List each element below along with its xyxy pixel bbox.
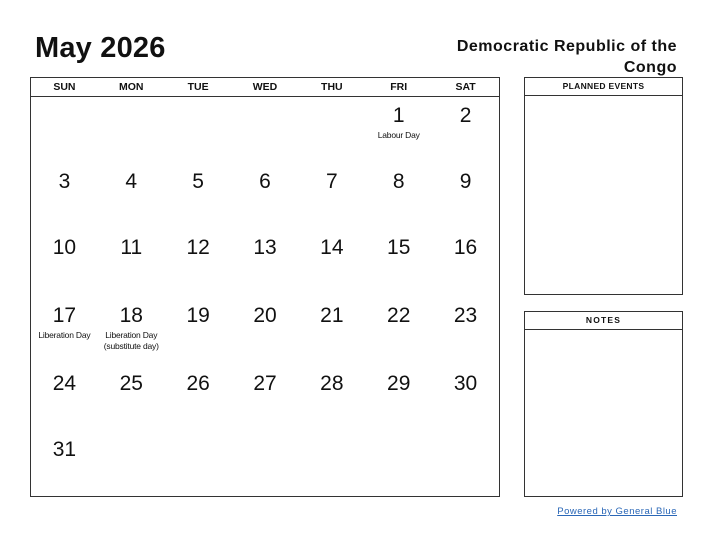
- day-number: 31: [52, 438, 77, 461]
- day-number: 7: [326, 170, 338, 193]
- day-number: 1: [392, 104, 405, 127]
- weekday-label: SUN: [53, 81, 76, 93]
- weekday-label: MON: [119, 81, 144, 93]
- weekday-label: FRI: [390, 81, 408, 93]
- day-number: 8: [392, 170, 405, 193]
- day-number: 10: [52, 236, 77, 259]
- day-cell[interactable]: [432, 431, 499, 497]
- day-cell[interactable]: [298, 365, 365, 431]
- planned-events-title: PLANNED EVENTS: [525, 78, 682, 96]
- day-cell[interactable]: [365, 297, 432, 365]
- day-number: 13: [253, 236, 277, 259]
- day-cell[interactable]: [298, 163, 365, 229]
- weekday-label: TUE: [187, 81, 209, 93]
- calendar-days: [31, 97, 499, 497]
- day-cell[interactable]: [98, 431, 165, 497]
- day-number: 12: [186, 236, 210, 259]
- day-number: 30: [453, 372, 478, 395]
- day-number: 25: [119, 372, 143, 395]
- day-cell[interactable]: [232, 297, 299, 365]
- day-cell[interactable]: [298, 97, 365, 163]
- holiday-label: Liberation Day (substitute day): [103, 330, 159, 351]
- holiday-label: Labour Day: [377, 130, 420, 140]
- notes-panel: [524, 311, 683, 497]
- day-cell[interactable]: [298, 431, 365, 497]
- day-cell[interactable]: [31, 365, 98, 431]
- day-cell[interactable]: [365, 163, 432, 229]
- weekday-label: WED: [252, 81, 278, 93]
- day-cell[interactable]: [98, 163, 165, 229]
- day-number: 20: [253, 304, 277, 327]
- weekday-header: [31, 78, 499, 97]
- day-cell[interactable]: [98, 97, 165, 163]
- day-cell[interactable]: [165, 431, 232, 497]
- day-cell[interactable]: [232, 431, 299, 497]
- day-cell[interactable]: [232, 229, 299, 297]
- day-cell[interactable]: [98, 297, 165, 365]
- notes-area[interactable]: [525, 330, 682, 496]
- day-number: 23: [453, 304, 478, 327]
- day-number: 22: [387, 304, 411, 327]
- day-cell[interactable]: [365, 229, 432, 297]
- planned-events-area[interactable]: [525, 96, 682, 294]
- day-cell[interactable]: [232, 97, 299, 163]
- day-cell[interactable]: [432, 229, 499, 297]
- day-cell[interactable]: [365, 97, 432, 163]
- day-number: 6: [259, 170, 271, 193]
- day-cell[interactable]: [298, 297, 365, 365]
- day-cell[interactable]: [31, 297, 98, 365]
- day-cell[interactable]: [31, 229, 98, 297]
- day-cell[interactable]: [165, 97, 232, 163]
- day-number: 11: [120, 236, 143, 259]
- day-number: 14: [320, 236, 344, 259]
- day-number: 15: [387, 236, 411, 259]
- weekday-label: THU: [321, 81, 343, 93]
- day-cell[interactable]: [365, 365, 432, 431]
- day-cell[interactable]: [232, 365, 299, 431]
- day-cell[interactable]: [31, 163, 98, 229]
- day-number: 5: [192, 170, 204, 193]
- day-number: 16: [453, 236, 478, 259]
- day-cell[interactable]: [98, 229, 165, 297]
- day-cell[interactable]: [31, 97, 98, 163]
- month-title: May 2026: [35, 32, 166, 64]
- day-cell[interactable]: [432, 297, 499, 365]
- day-number: 28: [320, 372, 344, 395]
- day-number: 27: [253, 372, 277, 395]
- day-number: 4: [125, 170, 138, 193]
- day-cell[interactable]: [31, 431, 98, 497]
- day-cell[interactable]: [98, 365, 165, 431]
- day-number: 2: [459, 104, 472, 127]
- day-cell[interactable]: [165, 297, 232, 365]
- day-cell[interactable]: [165, 163, 232, 229]
- day-number: 29: [387, 372, 411, 395]
- calendar-grid: [30, 77, 500, 497]
- day-number: 21: [320, 304, 344, 327]
- weekday-label: SAT: [455, 81, 476, 93]
- day-cell[interactable]: [432, 97, 499, 163]
- country-name: Democratic Republic of the Congo: [456, 38, 677, 76]
- day-number: 19: [186, 304, 210, 327]
- day-number: 9: [459, 170, 472, 193]
- day-number: 26: [186, 372, 210, 395]
- day-cell[interactable]: [165, 229, 232, 297]
- holiday-label: Liberation Day: [38, 330, 91, 340]
- day-cell[interactable]: [432, 365, 499, 431]
- notes-title: NOTES: [525, 312, 682, 330]
- day-number: 17: [52, 304, 77, 327]
- day-number: 24: [52, 372, 77, 395]
- day-number: 18: [119, 304, 143, 327]
- day-number: 3: [58, 170, 71, 193]
- day-cell[interactable]: [432, 163, 499, 229]
- day-cell[interactable]: [165, 365, 232, 431]
- powered-by-link[interactable]: Powered by General Blue: [557, 506, 677, 517]
- day-cell[interactable]: [232, 163, 299, 229]
- day-cell[interactable]: [365, 431, 432, 497]
- planned-events-panel: [524, 77, 683, 295]
- day-cell[interactable]: [298, 229, 365, 297]
